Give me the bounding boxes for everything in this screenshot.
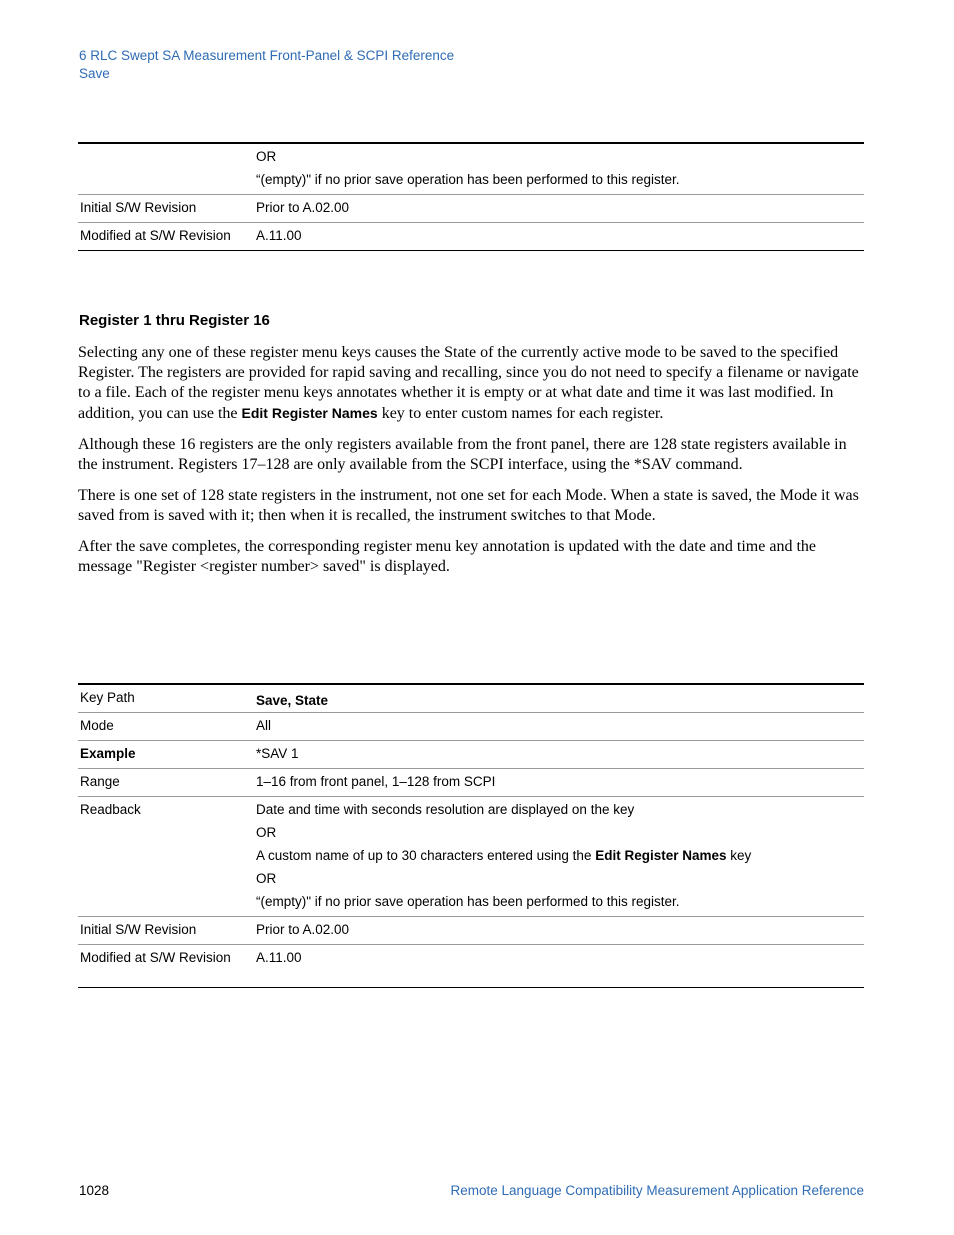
table-row [78, 143, 864, 195]
table-row [78, 945, 864, 988]
chapter-title: 6 RLC Swept SA Measurement Front-Panel & SCPI Reference [79, 48, 455, 63]
row-key: Range [78, 769, 254, 797]
row-key: Initial S/W Revision [78, 917, 254, 945]
readback-text: key [726, 848, 752, 863]
table-row [78, 195, 864, 223]
key-name: Edit Register Names [241, 405, 378, 421]
paragraph: After the save completes, the corresponding register menu key annotation is updated with the date and time and the message "Register <register number> saved" is displayed. [78, 538, 816, 575]
row-value [254, 143, 864, 195]
running-header [79, 47, 454, 83]
register-properties-table [78, 683, 864, 988]
paragraph: There is one set of 128 state registers in the instrument, not one set for each Mode. When a state is saved, the Mode it was saved from is saved with it; then when it is recalled, the instrument switches to that Mode. [78, 487, 859, 524]
section-title: Save [79, 66, 110, 81]
row-value: Prior to A.02.00 [254, 195, 864, 223]
row-value: 1–16 from front panel, 1–128 from SCPI [254, 769, 864, 797]
section-heading: Register 1 thru Register 16 [79, 312, 270, 329]
empty-readback-text: “(empty)" if no prior save operation has been performed to this register. [256, 172, 680, 187]
row-key: Mode [78, 713, 254, 741]
row-value: A.11.00 [254, 223, 864, 251]
readback-line: Date and time with seconds resolution are displayed on the key [256, 802, 635, 817]
row-key: Readback [78, 797, 254, 917]
row-key: Initial S/W Revision [78, 195, 254, 223]
row-value [254, 797, 864, 917]
paragraph [78, 343, 864, 424]
row-key [78, 143, 254, 195]
section-body [78, 343, 864, 588]
row-key: Modified at S/W Revision [78, 945, 254, 988]
paragraph-text: Selecting any one of these register menu keys causes the State of the currently active mode to be saved to the specified Register. The registers are provided for rapid saving and recalling, since you do not need to specify a filename or navigate to a file. Each of the register menu keys annotates whether it is empty or at what date and time it was last modified. In addition, you can use the [78, 344, 859, 422]
or-text: OR [256, 871, 277, 886]
row-value: A.11.00 [254, 945, 864, 988]
row-key: Key Path [78, 684, 254, 713]
readback-text: A custom name of up to 30 characters entered using the [256, 848, 596, 863]
readback-line: “(empty)" if no prior save operation has been performed to this register. [256, 894, 680, 909]
key-name: Edit Register Names [595, 848, 727, 863]
page-number: 1028 [79, 1183, 110, 1198]
table-row [78, 223, 864, 251]
book-title: Remote Language Compatibility Measurement Application Reference [450, 1183, 864, 1198]
table-row [78, 713, 864, 741]
table-row [78, 769, 864, 797]
paragraph: Although these 16 registers are the only registers available from the front panel, there are 128 state registers available in the instrument. Registers 17–128 are only available from the SCPI interface, using the *SAV command. [78, 436, 847, 473]
row-value: All [254, 713, 864, 741]
row-value: Prior to A.02.00 [254, 917, 864, 945]
register-table-continued [78, 142, 864, 251]
readback-line [256, 847, 862, 865]
or-text: OR [256, 149, 277, 164]
table-row [78, 917, 864, 945]
row-key: Modified at S/W Revision [78, 223, 254, 251]
row-value: *SAV 1 [254, 741, 864, 769]
table-row [78, 741, 864, 769]
table-row [78, 684, 864, 713]
row-value: Save, State [254, 684, 864, 713]
table-row [78, 797, 864, 917]
or-text: OR [256, 825, 277, 840]
row-key: Example [78, 741, 254, 769]
paragraph-text: key to enter custom names for each register. [377, 405, 664, 422]
